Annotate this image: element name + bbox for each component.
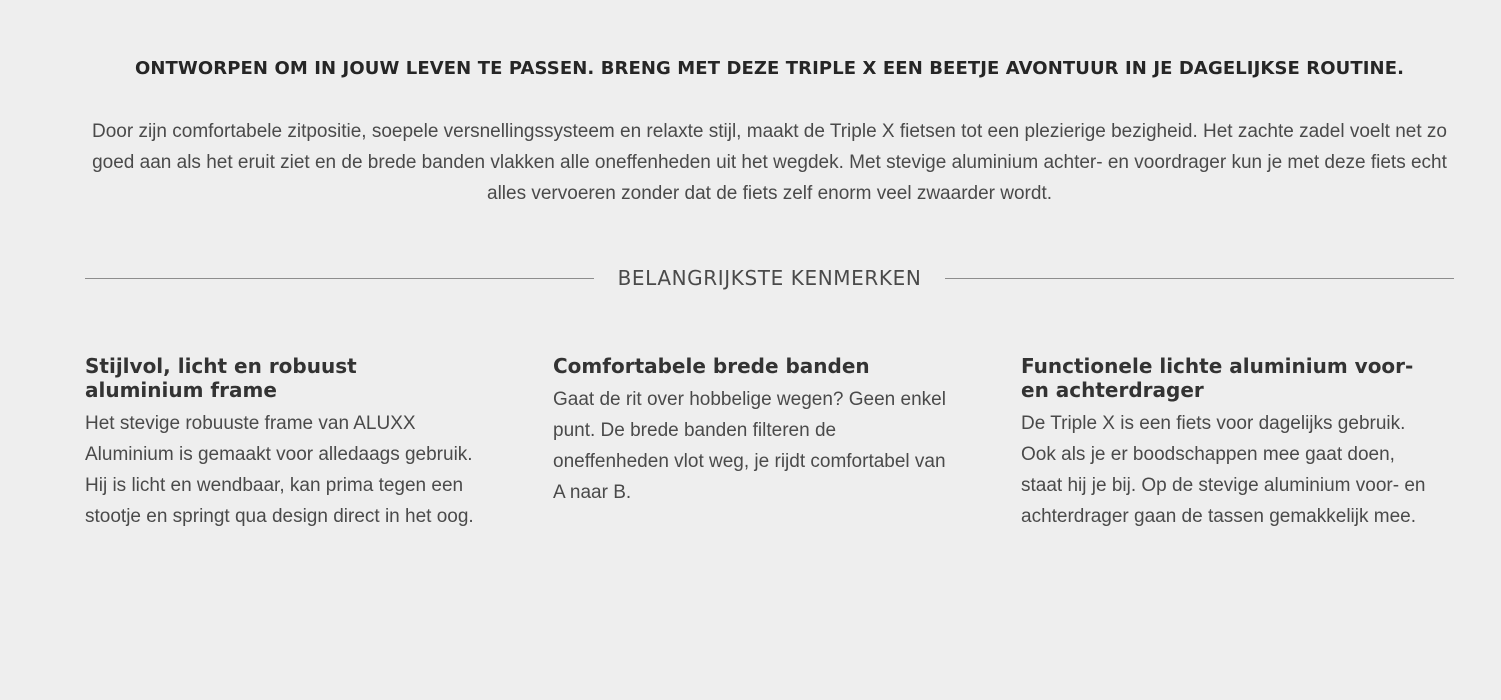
heading-divider-right bbox=[945, 278, 1454, 279]
feature-item-carrier bbox=[1021, 354, 1436, 532]
heading-divider-left bbox=[85, 278, 594, 279]
feature-text: Het stevige robuuste frame van ALUXX Aluminium is gemaakt voor alledaags gebruik. Hij is licht en wendbaar, kan prima tegen een stootje en springt qua design direct in het oog. bbox=[85, 413, 474, 527]
intro-section bbox=[85, 56, 1454, 209]
feature-title: Comfortabele brede banden bbox=[553, 354, 870, 378]
features-heading bbox=[85, 266, 1454, 290]
intro-headline: ONTWORPEN OM IN JOUW LEVEN TE PASSEN. BRENG MET DEZE TRIPLE X EEN BEETJE AVONTUUR IN JE DAGELIJKSE ROUTINE. bbox=[134, 58, 1405, 79]
intro-body-text: Door zijn comfortabele zitpositie, soepele versnellingssysteem en relaxte stijl, maakt de Triple X fietsen tot een plezierige bezigheid. Het zachte zadel voelt net zo goed aan als het eruit ziet en de brede banden vlakken alle oneffenheden uit het wegdek. Met stevige aluminium achter- en voordrager kun je met deze fiets echt alles vervoeren zonder dat de fiets zelf enorm veel zwaarder wordt. bbox=[92, 121, 1447, 204]
feature-title: Functionele lichte aluminium voor- en achterdrager bbox=[1021, 354, 1414, 402]
feature-text: Gaat de rit over hobbelige wegen? Geen enkel punt. De brede banden filteren de oneffenheden vlot weg, je rijdt comfortabel van A naar B. bbox=[553, 389, 946, 503]
features-heading-title: BELANGRIJKSTE KENMERKEN bbox=[617, 266, 922, 290]
feature-text: De Triple X is een fiets voor dagelijks gebruik. Ook als je er boodschappen mee gaat doen, staat hij je bij. Op de stevige aluminium voor- en achterdrager gaan de tassen gemakkelijk mee. bbox=[1021, 413, 1426, 527]
feature-item-tires bbox=[553, 354, 948, 508]
feature-item-frame bbox=[85, 354, 480, 532]
feature-title: Stijlvol, licht en robuust aluminium frame bbox=[85, 354, 357, 402]
